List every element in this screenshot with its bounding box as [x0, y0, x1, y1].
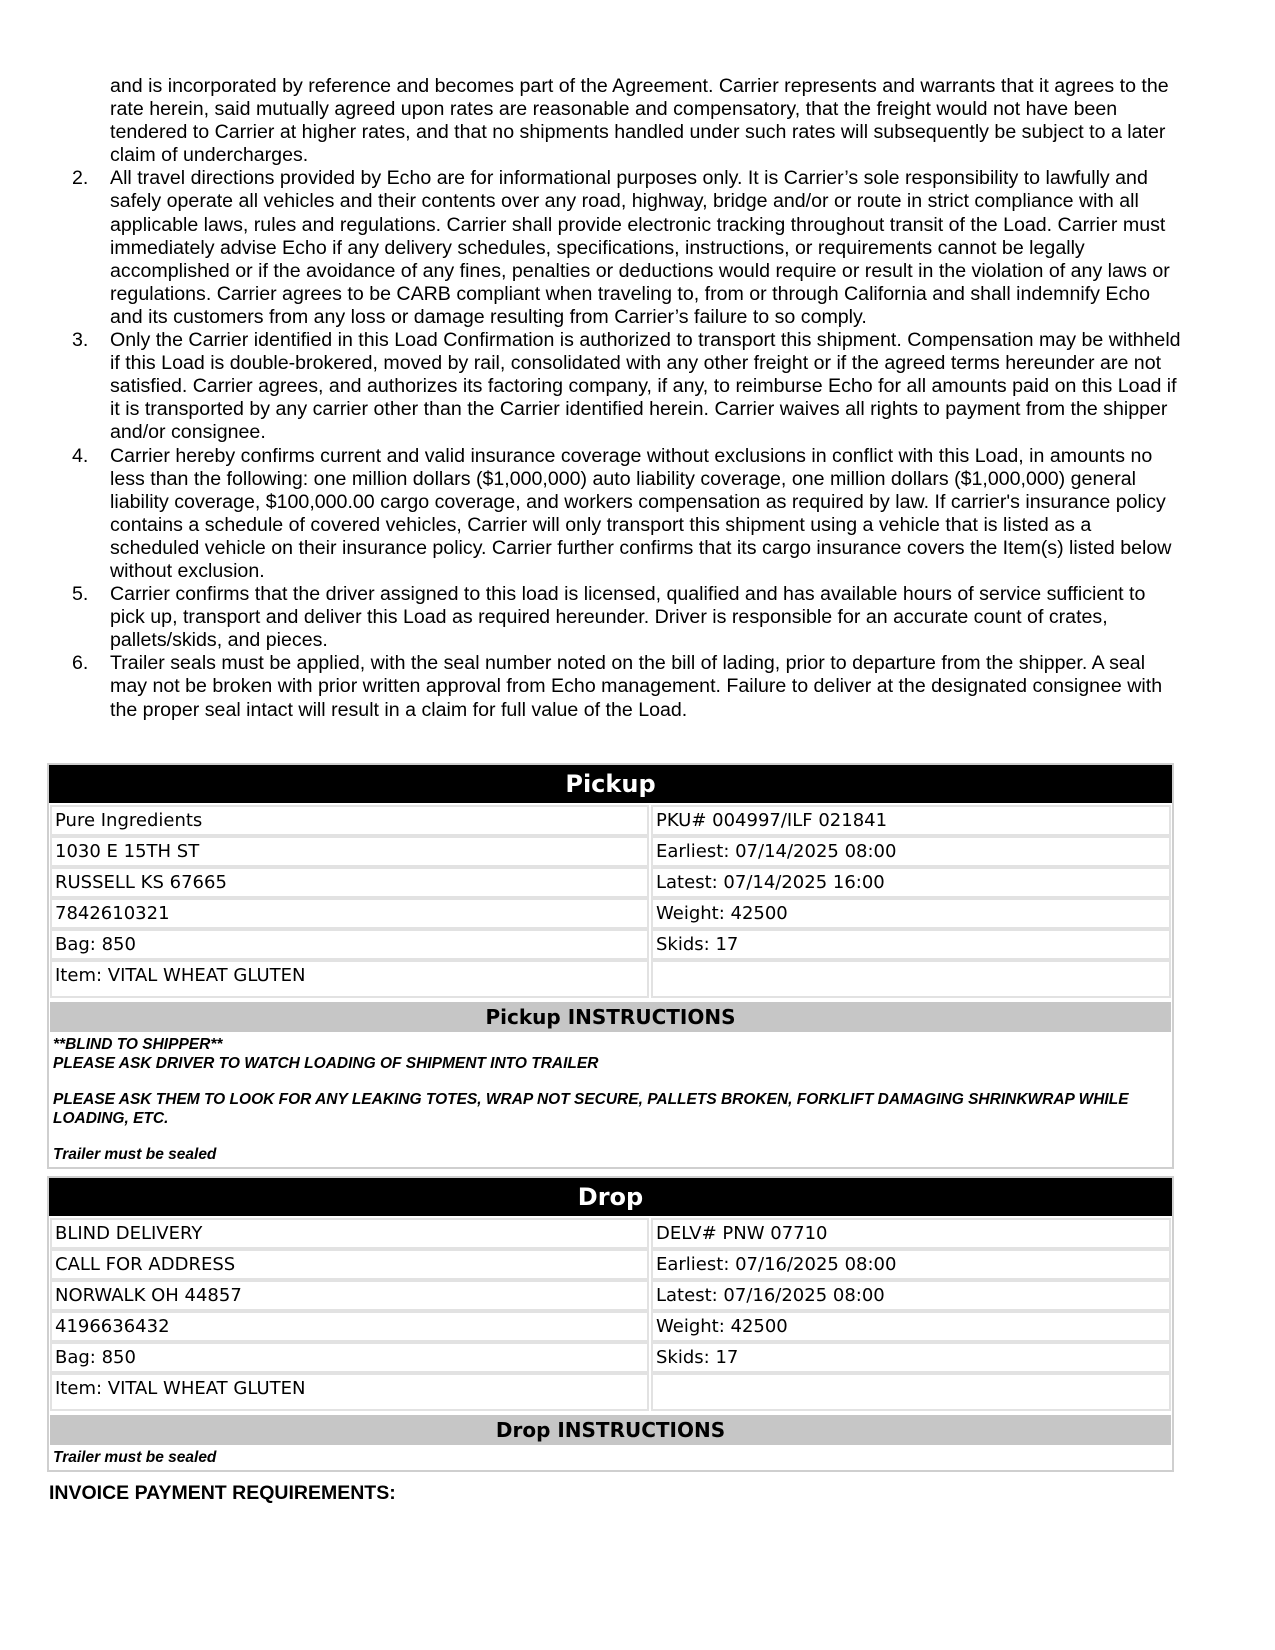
drop-instructions-title: Drop INSTRUCTIONS	[50, 1415, 1171, 1445]
term-text: Only the Carrier identified in this Load Confirmation is authorized to transport this shipment. Compensation may be withheld if this Load is double-brokered, moved by rail, consolidated with any other freight or if the agreed terms hereunder are not satisfied. Carrier agrees, and authorizes its factoring company, if any, to reimburse Echo for all amounts paid on this Load if it is transported by any carrier other than the Carrier identified herein. Carrier waives all rights to payment from the shipper and/or consignee.	[110, 329, 1181, 444]
pickup-shipper-name: Pure Ingredients	[50, 805, 649, 836]
instruction-line: PLEASE ASK DRIVER TO WATCH LOADING OF SHIPMENT INTO TRAILER	[53, 1054, 599, 1072]
drop-instructions	[49, 1445, 1172, 1470]
terms-intro: and is incorporated by reference and becomes part of the Agreement. Carrier represents and warrants that it agrees to the rate herein, said mutually agreed upon rates are reasonable and compensatory, that the freight would not have been tendered to Carrier at higher rates, and that no shipments handled under such rates will subsequently be subject to a later claim of undercharges.	[110, 75, 1169, 167]
term-text: Carrier hereby confirms current and valid insurance coverage without exclusions in conflict with this Load, in amounts no less than the following: one million dollars ($1,000,000) auto liability coverage, one million dollars ($1,000,000) general liability coverage, $100,000.00 cargo coverage, and workers compensation as required by law. If carrier's insurance policy contains a schedule of covered vehicles, Carrier will only transport this shipment using a vehicle that is listed as a scheduled vehicle on their insurance policy. Carrier further confirms that its cargo insurance covers the Item(s) listed below without exclusion.	[110, 444, 1172, 582]
term-text: Trailer seals must be applied, with the seal number noted on the bill of lading, prior to departure from the shipper. A seal may not be broken with prior written approval from Echo management. Failure to deliver at the designated consignee with the proper seal intact will result in a claim for full value of the Load.	[110, 652, 1163, 721]
term-item	[72, 652, 1182, 721]
term-number: 6.	[72, 652, 89, 675]
table-row	[49, 805, 1172, 836]
pickup-title: Pickup	[49, 765, 1172, 803]
pickup-city: RUSSELL KS 67665	[50, 867, 649, 898]
table-row	[49, 836, 1172, 867]
pickup-instructions-title: Pickup INSTRUCTIONS	[50, 1002, 1171, 1032]
pickup-bag: Bag: 850	[50, 929, 649, 960]
term-text: All travel directions provided by Echo are for informational purposes only. It is Carrier’s sole responsibility to lawfully and safely operate all vehicles and their contents over any road, highway, bridge and/or or route in strict compliance with all applicable laws, rules and regulations. Carrier shall provide electronic tracking throughout transit of the Load. Carrier must immediately advise Echo if any delivery schedules, specifications, instructions, or requirements cannot be legally accomplished or if the avoidance of any fines, penalties or deductions would require or result in the violation of any laws or regulations. Carrier agrees to be CARB compliant when traveling to, from or through California and shall indemnify Echo and its customers from any loss or damage resulting from Carrier’s failure to so comply.	[110, 167, 1170, 328]
term-item	[72, 329, 1182, 444]
table-row	[49, 1373, 1172, 1413]
table-row	[49, 1249, 1172, 1280]
drop-empty-cell	[651, 1373, 1171, 1411]
table-row	[49, 898, 1172, 929]
pickup-table	[47, 763, 1174, 1169]
pickup-skids: Skids: 17	[651, 929, 1171, 960]
drop-phone: 4196636432	[50, 1311, 649, 1342]
drop-address: CALL FOR ADDRESS	[50, 1249, 649, 1280]
term-number: 3.	[72, 329, 89, 352]
drop-city: NORWALK OH 44857	[50, 1280, 649, 1311]
term-item	[72, 583, 1182, 652]
pickup-latest: Latest: 07/14/2025 16:00	[651, 867, 1171, 898]
drop-reference: DELV# PNW 07710	[651, 1218, 1171, 1249]
invoice-payment-heading: INVOICE PAYMENT REQUIREMENTS:	[49, 1482, 396, 1504]
pickup-weight: Weight: 42500	[651, 898, 1171, 929]
drop-bag: Bag: 850	[50, 1342, 649, 1373]
pickup-empty-cell	[651, 960, 1171, 998]
pickup-address: 1030 E 15TH ST	[50, 836, 649, 867]
drop-weight: Weight: 42500	[651, 1311, 1171, 1342]
pickup-instructions	[49, 1032, 1172, 1167]
pickup-reference: PKU# 004997/ILF 021841	[651, 805, 1171, 836]
instruction-line: **BLIND TO SHIPPER**	[53, 1036, 223, 1053]
table-row	[49, 1342, 1172, 1373]
drop-latest: Latest: 07/16/2025 08:00	[651, 1280, 1171, 1311]
instruction-line: Trailer must be sealed	[53, 1449, 217, 1466]
pickup-earliest: Earliest: 07/14/2025 08:00	[651, 836, 1171, 867]
drop-consignee-name: BLIND DELIVERY	[50, 1218, 649, 1249]
drop-title: Drop	[49, 1178, 1172, 1216]
table-row	[49, 1218, 1172, 1249]
term-number: 4.	[72, 444, 89, 467]
pickup-item: Item: VITAL WHEAT GLUTEN	[50, 960, 649, 998]
term-item	[72, 445, 1182, 584]
drop-earliest: Earliest: 07/16/2025 08:00	[651, 1249, 1171, 1280]
table-row	[49, 867, 1172, 898]
drop-item: Item: VITAL WHEAT GLUTEN	[50, 1373, 649, 1411]
pickup-phone: 7842610321	[50, 898, 649, 929]
instruction-line: PLEASE ASK THEM TO LOOK FOR ANY LEAKING TOTES, WRAP NOT SECURE, PALLETS BROKEN, FORKLIFT DAMAGING SHRINKWRAP WHILE LOADING, ETC.	[53, 1091, 1129, 1127]
table-row	[49, 1311, 1172, 1342]
drop-skids: Skids: 17	[651, 1342, 1171, 1373]
terms-section	[72, 75, 1182, 722]
term-number: 2.	[72, 167, 89, 190]
term-number: 5.	[72, 583, 89, 606]
term-item	[72, 167, 1182, 329]
table-row	[49, 929, 1172, 960]
term-text: Carrier confirms that the driver assigned to this load is licensed, qualified and has available hours of service sufficient to pick up, transport and deliver this Load as required hereunder. Driver is responsible for an accurate count of crates, pallets/skids, and pieces.	[110, 583, 1146, 652]
table-row	[49, 1280, 1172, 1311]
drop-table	[47, 1176, 1174, 1472]
table-row	[49, 960, 1172, 1000]
instruction-line: Trailer must be sealed	[53, 1146, 217, 1163]
